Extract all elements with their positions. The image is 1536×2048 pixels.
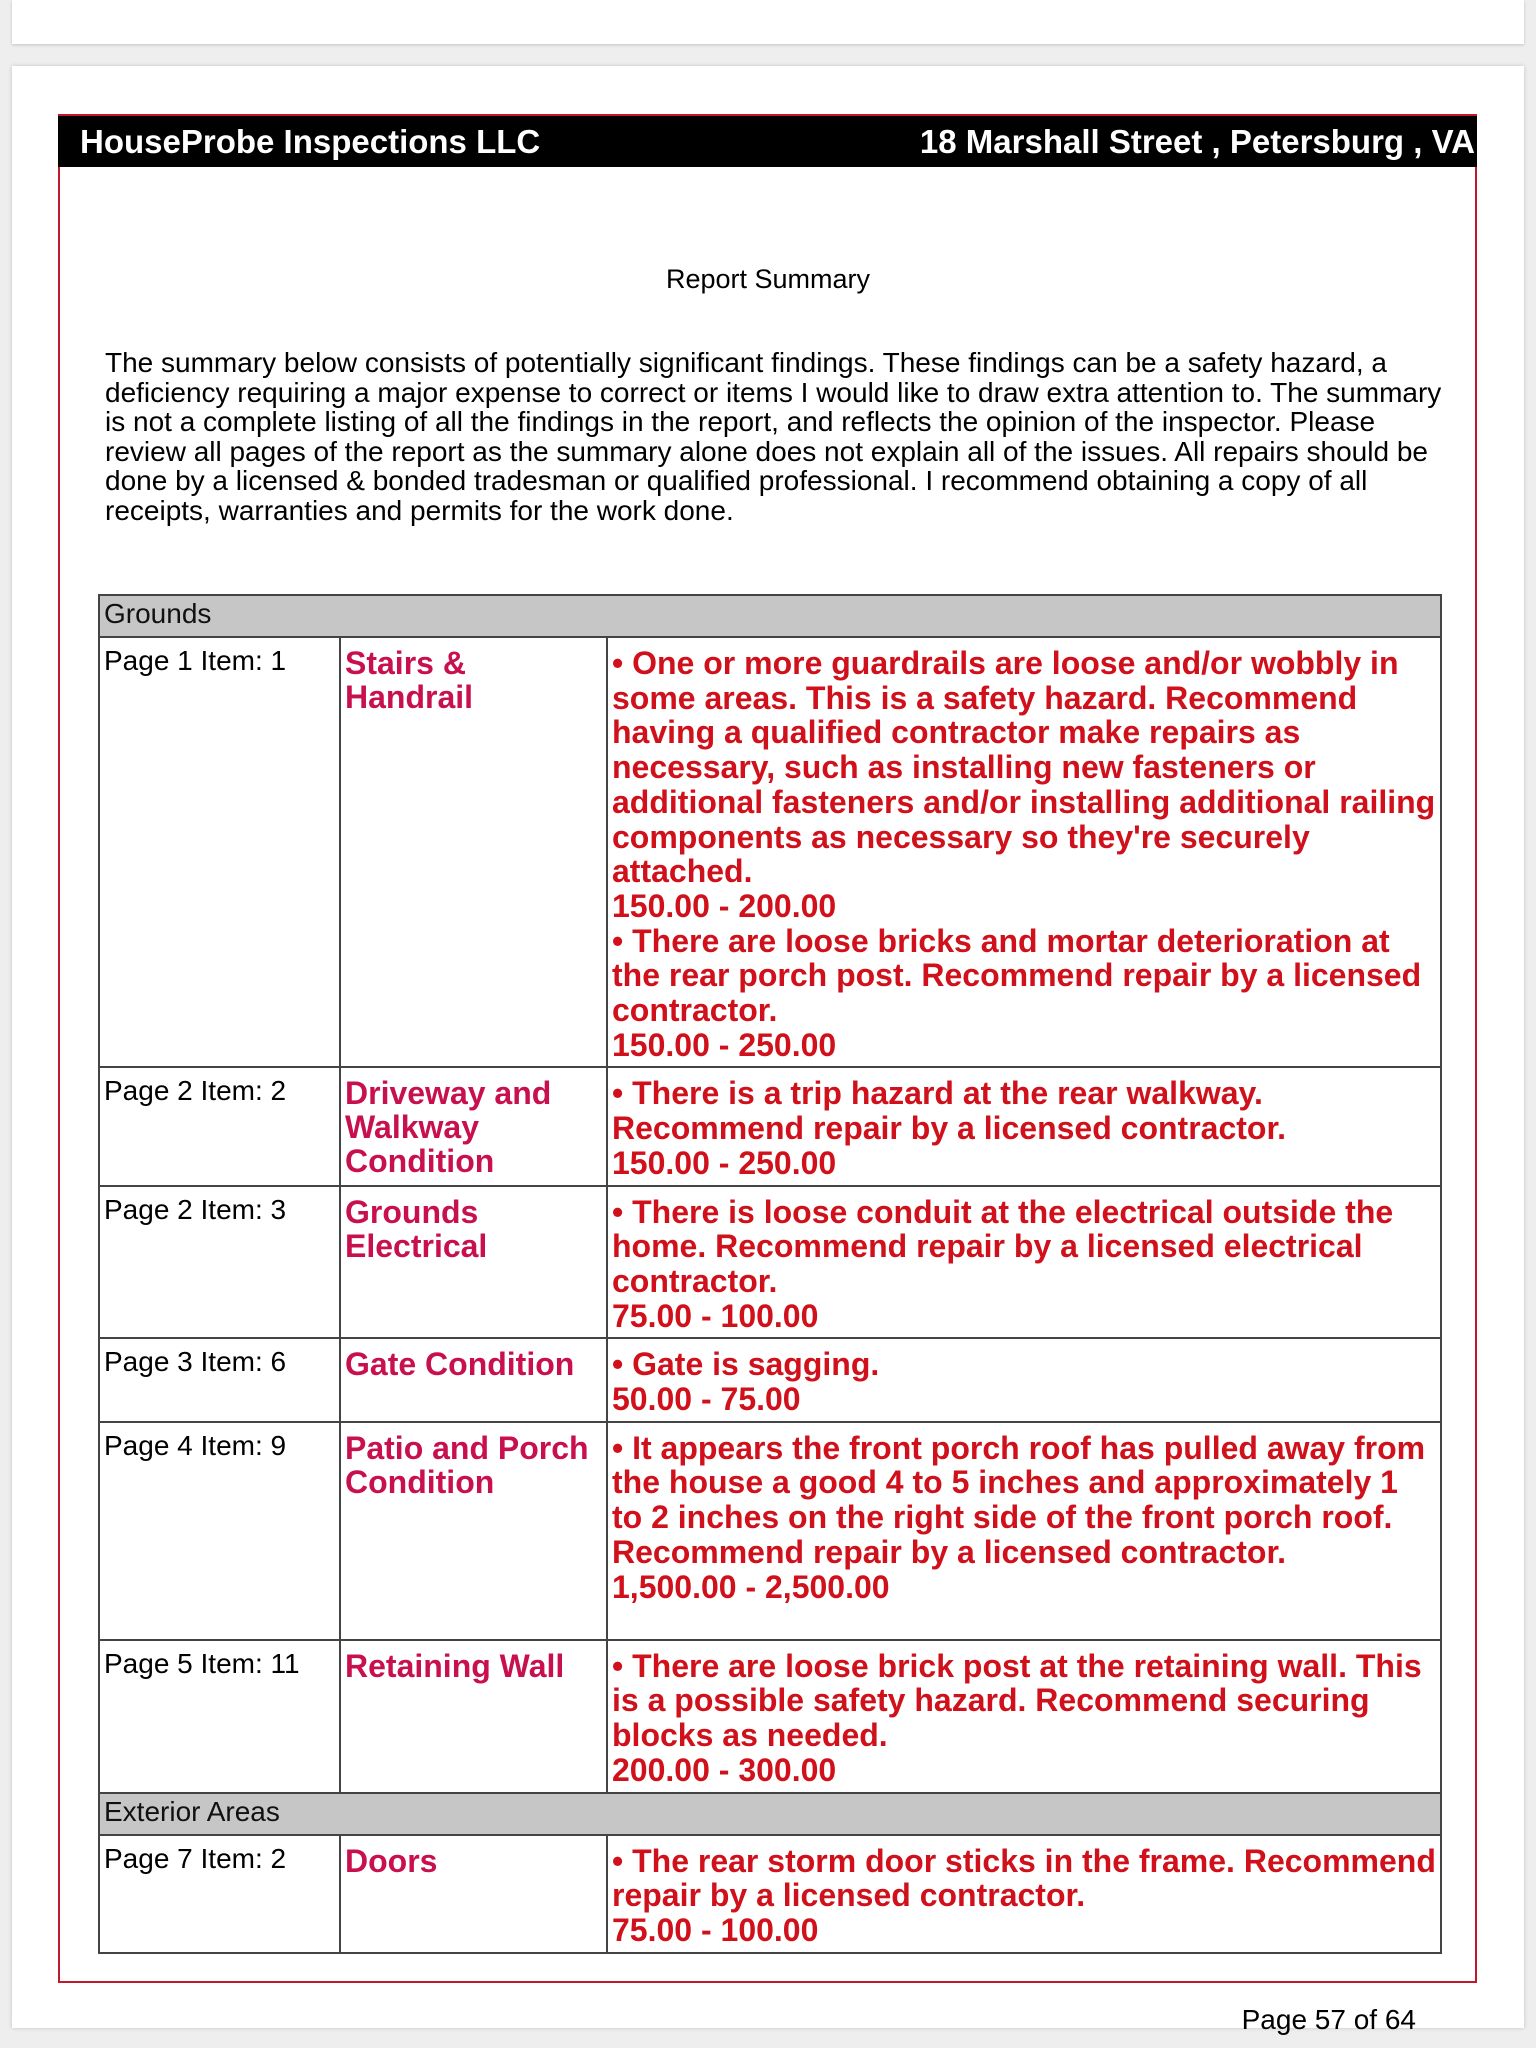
item-findings [607, 637, 1441, 1067]
table-row [99, 1835, 1441, 1953]
table-row [99, 1422, 1441, 1640]
item-category: Grounds Electrical [340, 1186, 607, 1339]
cost-estimate: 200.00 - 300.00 [612, 1751, 837, 1788]
finding-text: • Gate is sagging. [612, 1346, 880, 1383]
item-category: Driveway and Walkway Condition [340, 1067, 607, 1185]
findings-table [98, 594, 1442, 1954]
finding-text: • The rear storm door sticks in the frame. Recommend repair by a licensed contractor. [612, 1842, 1436, 1914]
item-category: Stairs & Handrail [340, 637, 607, 1067]
page-number: Page 57 of 64 [1241, 2004, 1416, 2035]
item-reference: Page 7 Item: 2 [99, 1835, 340, 1953]
cost-estimate: 150.00 - 250.00 [612, 1144, 837, 1181]
finding-text: • There is loose conduit at the electrical outside the home. Recommend repair by a licensed electrical contractor. [612, 1193, 1394, 1299]
previous-page-edge [12, 0, 1524, 44]
finding-text: • There are loose brick post at the retaining wall. This is a possible safety hazard. Recommend securing blocks as needed. [612, 1647, 1422, 1754]
finding-text: • There are loose bricks and mortar deterioration at the rear porch post. Recommend repair by a licensed contractor. [612, 922, 1422, 1029]
cost-estimate: 150.00 - 250.00 [612, 1026, 837, 1063]
item-category: Patio and Porch Condition [340, 1422, 607, 1640]
table-row [99, 1067, 1441, 1185]
item-findings [607, 1422, 1441, 1640]
report-page [12, 66, 1524, 2035]
cost-estimate: 50.00 - 75.00 [612, 1381, 801, 1418]
item-reference: Page 2 Item: 2 [99, 1067, 340, 1185]
item-reference: Page 1 Item: 1 [99, 637, 340, 1067]
table-row [99, 1186, 1441, 1339]
cost-estimate: 150.00 - 200.00 [612, 887, 837, 924]
section-title: Grounds [99, 595, 1441, 637]
report-header [58, 116, 1477, 167]
cost-estimate: 1,500.00 - 2,500.00 [612, 1568, 890, 1605]
item-findings [607, 1067, 1441, 1185]
table-row [99, 1640, 1441, 1793]
item-findings [607, 1640, 1441, 1793]
item-reference: Page 5 Item: 11 [99, 1640, 340, 1793]
section-title: Exterior Areas [99, 1793, 1441, 1835]
section-header-row [99, 1793, 1441, 1835]
item-findings [607, 1186, 1441, 1339]
item-findings [607, 1338, 1441, 1421]
cost-estimate: 75.00 - 100.00 [612, 1911, 819, 1948]
table-row [99, 1338, 1441, 1421]
item-reference: Page 2 Item: 3 [99, 1186, 340, 1339]
item-reference: Page 3 Item: 6 [99, 1338, 340, 1421]
item-category: Gate Condition [340, 1338, 607, 1421]
summary-intro: The summary below consists of potentially significant findings. These findings can be a safety hazard, a deficiency requiring a major expense to correct or items I would like to draw extra attention to. The summary is not a complete listing of all the findings in the report, and reflects the opinion of the inspector. Please review all pages of the report as the summary alone does not explain all of the issues. All repairs should be done by a licensed & bonded tradesman or qualified professional. I recommend obtaining a copy of all receipts, warranties and permits for the work done. [105, 347, 1442, 526]
section-header-row [99, 595, 1441, 637]
cost-estimate: 75.00 - 100.00 [612, 1297, 819, 1334]
item-findings [607, 1835, 1441, 1953]
finding-text: • There is a trip hazard at the rear walkway. Recommend repair by a licensed contractor. [612, 1075, 1287, 1147]
item-reference: Page 4 Item: 9 [99, 1422, 340, 1640]
company-name: HouseProbe Inspections LLC [80, 122, 541, 160]
page-title: Report Summary [665, 264, 871, 294]
table-row [99, 637, 1441, 1067]
item-category: Retaining Wall [340, 1640, 607, 1793]
item-category: Doors [340, 1835, 607, 1953]
finding-text: • It appears the front porch roof has pulled away from the house a good 4 to 5 inches and approximately 1 to 2 inches on the right side of the front porch roof. Recommend repair by a licensed contractor. [612, 1429, 1426, 1570]
property-address: 18 Marshall Street , Petersburg , VA [919, 122, 1475, 160]
finding-text: • One or more guardrails are loose and/or wobbly in some areas. This is a safety hazard. Recommend having a qualified contractor make repairs as necessary, such as installing new fasteners or additional fasteners and/or installing additional railing components as necessary so they're securely attached. [612, 645, 1436, 890]
